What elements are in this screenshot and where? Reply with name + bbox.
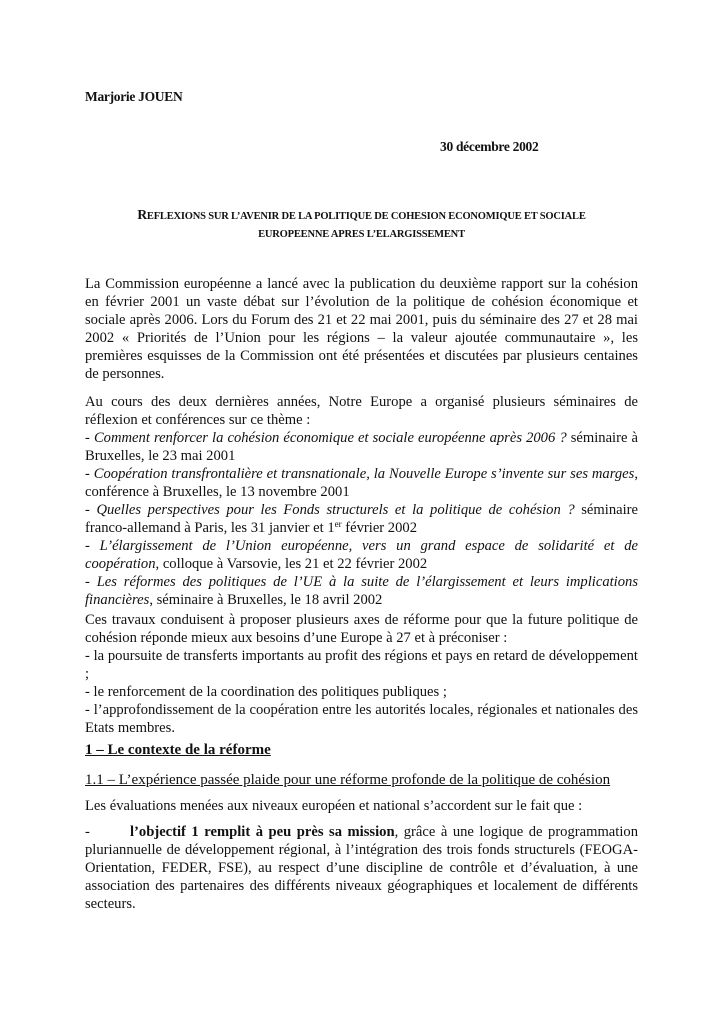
objective-bullet	[85, 823, 638, 913]
evaluation-lead	[85, 797, 638, 815]
intro-paragraph	[85, 275, 638, 383]
evaluation-lead-text: Les évaluations menées aux niveaux européen et national s’accordent sur le fait que :	[85, 798, 583, 814]
subsection-heading: 1.1 – L’expérience passée plaide pour une réforme profonde de la politique de cohésion	[85, 772, 611, 788]
seminar-title: Coopération transfrontalière et transnationale, la Nouvelle Europe s’invente sur ses marges	[93, 466, 635, 482]
title-line-2: EUROPEENNE APRES L’ELARGISSEMENT	[258, 229, 465, 240]
seminar-details: séminaire à Bruxelles, le 23 mai 2001	[85, 430, 638, 464]
title-initial: R	[137, 207, 147, 222]
reform-item: - la poursuite de transferts importants au profit des régions et pays en retard de développement ;	[85, 648, 638, 682]
seminars-section	[85, 393, 638, 609]
seminar-details: , conférence à Bruxelles, le 13 novembre 2001	[85, 466, 638, 500]
seminar-item: - Comment renforcer la cohésion économique et sociale européenne après 2006 ? séminaire à Bruxelles, le 23 mai 2001	[85, 430, 638, 464]
seminar-item: - Les réformes des politiques de l’UE à la suite de l’élargissement et leurs implications financières, séminaire à Bruxelles, le 18 avril 2002	[85, 574, 638, 608]
seminar-item: - Coopération transfrontalière et transnationale, la Nouvelle Europe s’invente sur ses marges, conférence à Bruxelles, le 13 novembre 2001	[85, 466, 638, 500]
bullet-bold-text: l’objectif 1 remplit à peu près sa mission	[130, 824, 395, 840]
section-heading: 1 – Le contexte de la réforme	[85, 742, 271, 758]
seminar-details: , colloque à Varsovie, les 21 et 22 février 2002	[155, 556, 428, 572]
bullet-dash: -	[85, 824, 90, 840]
seminar-details: , séminaire à Bruxelles, le 18 avril 2002	[149, 592, 383, 608]
reforms-section	[85, 611, 638, 737]
seminar-title: Comment renforcer la cohésion économique et sociale européenne après 2006 ?	[93, 430, 567, 446]
seminar-title: Les réformes des politiques de l’UE à la suite de l’élargissement et leurs implications financières	[85, 574, 638, 608]
seminars-lead: Au cours des deux dernières années, Notre Europe a organisé plusieurs séminaires de réflexion et conférences sur ce thème :	[85, 394, 638, 428]
reform-item: - l’approfondissement de la coopération entre les autorités locales, régionales et nationales des Etats membres.	[85, 702, 638, 736]
objective-bullet-text	[85, 823, 638, 913]
seminar-title: L’élargissement de l’Union européenne, vers un grand espace de solidarité et de coopération	[85, 538, 638, 572]
reforms-lead: Ces travaux conduisent à proposer plusieurs axes de réforme pour que la future politique de cohésion réponde mieux aux besoins d’une Europe à 27 et à préconiser :	[85, 612, 638, 646]
title-line-1-text: EFLEXIONS SUR L’AVENIR DE LA POLITIQUE DE COHESION ECONOMIQUE ET SOCIALE	[146, 211, 586, 222]
document-title	[85, 206, 638, 244]
intro-text: La Commission européenne a lancé avec la publication du deuxième rapport sur la cohésion en février 2001 un vaste débat sur l’évolution de la politique de cohésion économique et sociale après 2006. Lors du Forum des 21 et 22 mai 2001, puis du séminaire des 27 et 28 mai 2002 « Priorités de l’Union pour les régions – la valeur ajoutée communautaire », les premières esquisses de la Commission ont été présentées et discutées par plusieurs centaines de personnes.	[85, 276, 638, 382]
author-name: Marjorie JOUEN	[85, 89, 183, 104]
bullet-rest-text: , grâce à une logique de programmation pluriannuelle de développement régional, à l’intégration des trois fonds structurels (FEOGA-Orientation, FEDER, FSE), au respect d’une discipline de contrôle et d’évaluation, à une association des partenaires des différents niveaux géographiques et localement de différents secteurs.	[85, 824, 638, 912]
document-date: 30 décembre 2002	[440, 139, 539, 154]
seminar-details: séminaire franco-allemand à Paris, les 31 janvier et 1	[85, 502, 638, 536]
seminar-details-end: février 2002	[341, 520, 417, 536]
ordinal-superscript: er	[334, 519, 342, 529]
seminar-title: Quelles perspectives pour les Fonds structurels et la politique de cohésion ?	[96, 502, 575, 518]
title-line-1	[85, 206, 638, 226]
seminar-item: - Quelles perspectives pour les Fonds structurels et la politique de cohésion ? séminaire franco-allemand à Paris, les 31 janvier et 1er février 2002	[85, 502, 638, 536]
seminar-item: - L’élargissement de l’Union européenne, vers un grand espace de solidarité et de coopération, colloque à Varsovie, les 21 et 22 février 2002	[85, 538, 638, 572]
reform-item: - le renforcement de la coordination des politiques publiques ;	[85, 684, 447, 700]
